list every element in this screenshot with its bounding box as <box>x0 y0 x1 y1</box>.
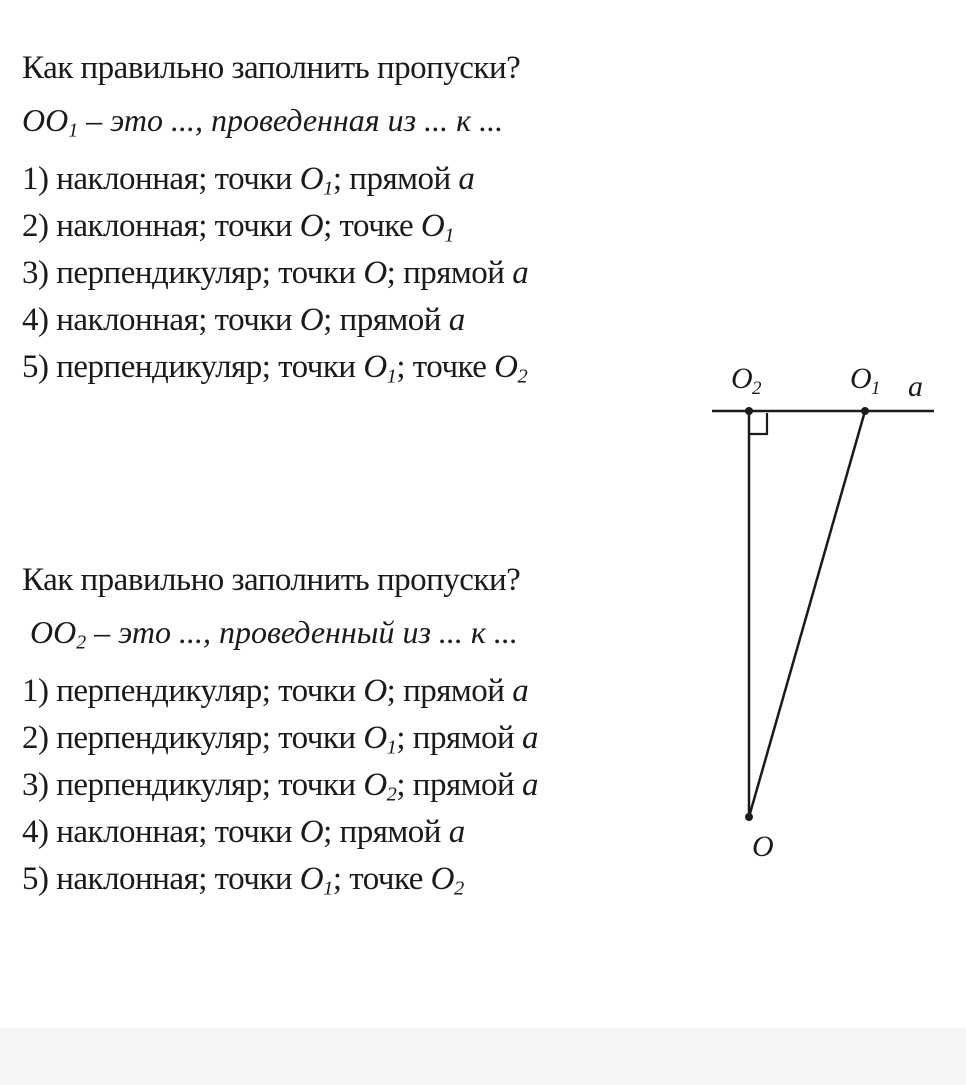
point-o2-subscript: 2 <box>752 378 762 399</box>
point-subscript: 2 <box>517 365 528 388</box>
option-text: ; прямой <box>386 673 513 709</box>
stem-segment-name: OO <box>30 614 77 650</box>
point-label: O <box>363 673 387 709</box>
point-label: a <box>448 302 465 338</box>
option-number: 5) <box>22 349 57 385</box>
option-text: перпендикуляр; точки <box>56 673 364 709</box>
option-text: ; точке <box>323 208 421 244</box>
point-o-dot <box>745 813 753 821</box>
point-label: O <box>299 814 324 850</box>
stem-segment-name: OO <box>22 102 69 138</box>
option-text: ; прямой <box>396 720 522 756</box>
option-text: ; прямой <box>323 302 449 338</box>
point-o2-dot <box>745 407 753 415</box>
point-o-label: O <box>752 830 774 863</box>
option-text: наклонная; точки <box>56 208 300 244</box>
point-label: O <box>299 208 324 244</box>
point-o1-label: O <box>850 362 872 395</box>
option-text: перпендикуляр; точки <box>56 720 364 756</box>
option-text: наклонная; точки <box>56 302 300 338</box>
point-label: O <box>420 208 445 244</box>
option-number: 1) <box>22 673 57 709</box>
option-text: наклонная; точки <box>56 161 300 197</box>
point-label: O <box>430 861 454 897</box>
point-label: a <box>448 814 465 850</box>
point-label: O <box>363 720 387 756</box>
point-label: O <box>363 349 387 385</box>
point-label: O <box>363 255 387 291</box>
point-label: a <box>458 161 475 197</box>
option-text: перпендикуляр; точки <box>56 767 364 803</box>
option-number: 1) <box>22 161 57 197</box>
option-text: ; точке <box>332 861 431 897</box>
line-a-label: a <box>908 370 923 403</box>
point-subscript: 1 <box>323 877 333 900</box>
stem-text: – это ..., проведенный из ... к ... <box>86 614 518 650</box>
point-o1-subscript: 1 <box>871 378 881 399</box>
point-label: a <box>512 673 529 709</box>
point-label: O <box>363 767 387 803</box>
point-subscript: 2 <box>386 783 397 806</box>
option-number: 2) <box>22 208 57 244</box>
option-text: ; прямой <box>386 255 513 291</box>
stem-segment-subscript: 1 <box>68 119 79 142</box>
point-subscript: 1 <box>386 365 397 388</box>
point-subscript: 1 <box>444 224 454 247</box>
option-text: наклонная; точки <box>56 814 300 850</box>
point-subscript: 1 <box>386 736 397 759</box>
option-text: перпендикуляр; точки <box>56 349 364 385</box>
option-number: 4) <box>22 302 57 338</box>
option-number: 3) <box>22 255 57 291</box>
point-label: O <box>299 302 324 338</box>
point-label: a <box>521 767 538 803</box>
point-label: a <box>521 720 538 756</box>
option-text: ; прямой <box>332 161 459 197</box>
option-number: 2) <box>22 720 57 756</box>
option-text: ; точке <box>396 349 495 385</box>
right-angle-mark <box>750 413 767 434</box>
point-label: O <box>299 861 324 897</box>
point-label: O <box>494 349 518 385</box>
stem-segment-subscript: 2 <box>76 631 87 654</box>
point-o2-label: O <box>731 362 753 395</box>
point-o1-dot <box>861 407 869 415</box>
point-subscript: 1 <box>323 177 333 200</box>
option-text: ; прямой <box>396 767 522 803</box>
option-text: ; прямой <box>323 814 449 850</box>
option-number: 5) <box>22 861 57 897</box>
stem-text: – это ..., проведенная из ... к ... <box>78 102 504 138</box>
question-1-title: Как правильно заполнить пропуски? <box>22 50 521 86</box>
option-number: 3) <box>22 767 57 803</box>
option-number: 4) <box>22 814 57 850</box>
option-text: наклонная; точки <box>56 861 300 897</box>
question-2-title: Как правильно заполнить пропуски? <box>22 562 521 598</box>
point-label: O <box>299 161 324 197</box>
point-label: a <box>512 255 529 291</box>
point-subscript: 2 <box>453 877 464 900</box>
oblique-segment <box>749 411 865 817</box>
option-text: перпендикуляр; точки <box>56 255 364 291</box>
